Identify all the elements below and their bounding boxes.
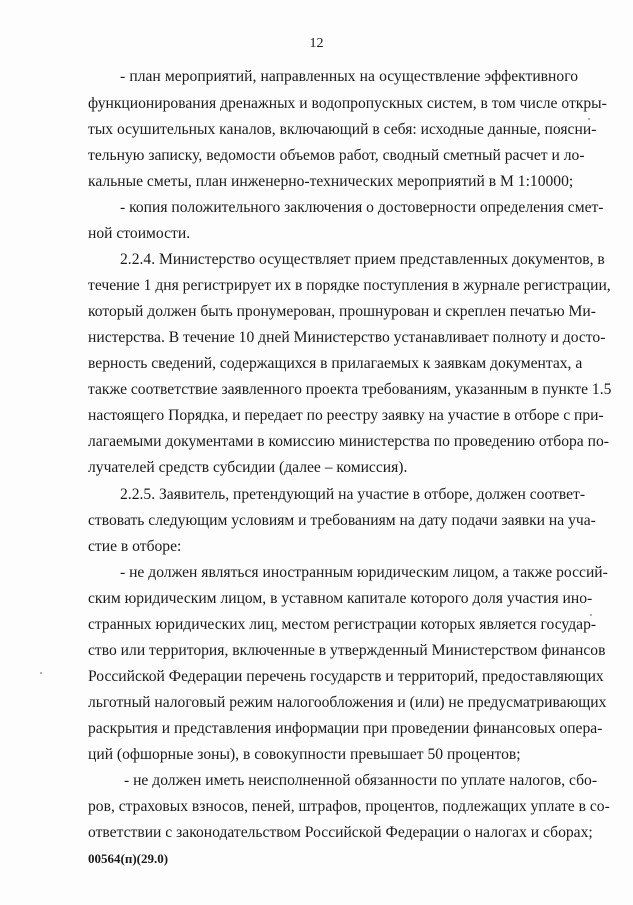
text-line: - план мероприятий, направленных на осуществление эффективного [120,68,578,85]
text-line: льготный налоговый режим налогообложения и (или) не предусматривающих [88,694,607,711]
text-line: 2.2.4. Министерство осуществляет прием представленных документов, в [120,251,605,268]
page-number: 12 [309,36,324,51]
text-line: течение 1 дня регистрирует их в порядке поступления в журнале регистрации, [88,277,611,294]
text-line: также соответствие заявленного проекта требованиям, указанным в пункте 1.5 [88,381,612,398]
text-line: ров, страховых взносов, пеней, штрафов, процентов, подлежащих уплате в со- [88,798,610,815]
text-line: Российской Федерации перечень государств и территорий, предоставляющих [88,668,604,685]
document-code: 00564(п)(29.0) [88,851,169,866]
text-line: ной стоимости. [88,225,191,242]
text-line: тых осушительных каналов, включающий в себя: исходные данные, поясни- [88,121,597,138]
text-line: ций (офшорные зоны), в совокупности превышает 50 процентов; [88,746,521,763]
text-line: ским юридическим лицом, в уставном капитале которого доля участия ино- [88,590,593,607]
text-line: который должен быть пронумерован, прошнурован и скреплен печатью Ми- [88,303,596,320]
scan-speck [590,614,592,616]
scan-speck [40,672,42,674]
text-line: верность сведений, содержащихся в прилагаемых к заявкам документах, а [88,355,583,372]
text-line: - копия положительного заключения о достоверности определения смет- [120,199,604,216]
text-line: лагаемыми документами в комиссию министерства по проведению отбора по- [88,433,609,450]
text-line: ствовать следующим условиям и требованиям на дату подачи заявки на уча- [88,512,596,529]
text-line: 2.2.5. Заявитель, претендующий на участие в отборе, должен соответ- [120,486,586,503]
text-line: кальные сметы, план инженерно-технических мероприятий в М 1:10000; [88,173,574,190]
text-line: настоящего Порядка, и передает по реестру заявку на участие в отборе с при- [88,407,604,424]
text-line: тельную записку, ведомости объемов работ, сводный сметный расчет и ло- [88,147,585,164]
text-line: ответствии с законодательством Российской Федерации о налогах и сборах; [88,824,593,841]
text-line: раскрытия и представления информации при проведении финансовых опера- [88,720,603,737]
text-line: функционирования дренажных и водопропускных систем, в том числе откры- [88,95,607,112]
text-line: лучателей средств субсидии (далее – комиссия). [88,459,408,476]
text-line: ство или территория, включенные в утвержденный Министерством финансов [88,642,606,659]
text-line: стие в отборе: [88,538,182,555]
scan-speck [588,118,590,120]
text-line: - не должен иметь неисполненной обязанности по уплате налогов, сбо- [124,772,598,789]
text-line: - не должен являться иностранным юридическим лицом, а также россий- [120,564,608,581]
text-line: нистерства. В течение 10 дней Министерство устанавливает полноту и досто- [88,329,606,346]
text-line: странных юридических лиц, местом регистрации которых является государ- [88,616,597,633]
